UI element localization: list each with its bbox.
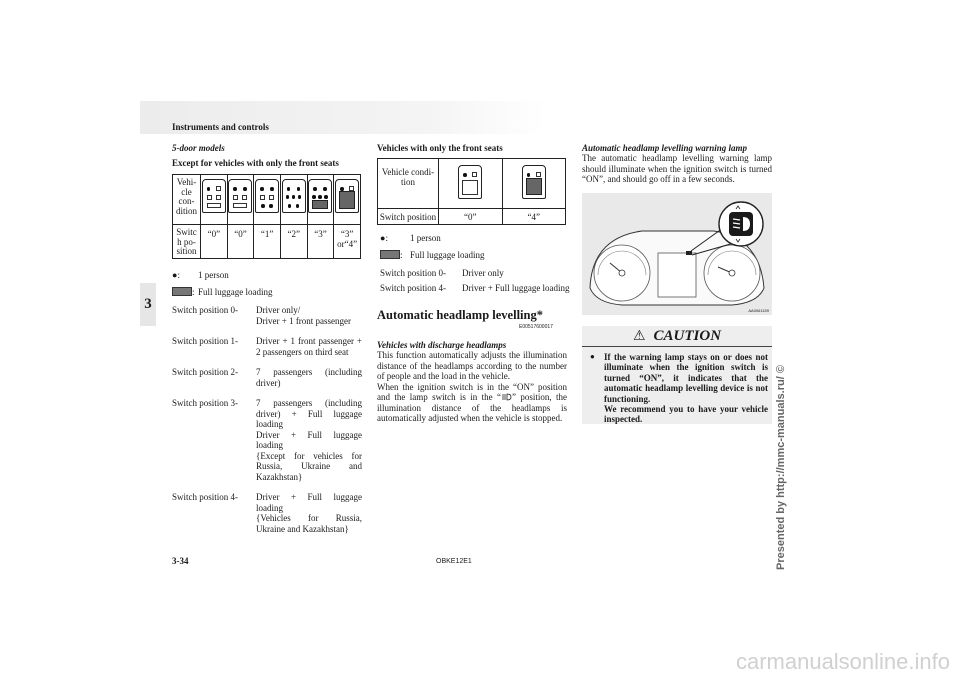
switch-row-2: Switch position 2- 7 passengers (including driver) xyxy=(172,367,362,388)
left-switch-list xyxy=(172,305,362,534)
seat-diagram-5 xyxy=(334,175,361,225)
seat-diagram-4 xyxy=(307,175,334,225)
seat-diagram-1 xyxy=(227,175,254,225)
seat-diagram-3 xyxy=(280,175,307,225)
legend-luggage xyxy=(172,287,362,298)
switch-row-1: Switch position 1- Driver + 1 front passenger + 2 passengers on third seat xyxy=(172,336,362,357)
front-seat-diagram-0 xyxy=(439,159,503,209)
position-value-0: “0” xyxy=(201,225,228,259)
legend-luggage-text: Full luggage loading xyxy=(198,286,273,297)
vehicle-condition-label: Vehi- cle con- dition xyxy=(173,175,201,225)
left-subtitle: 5-door models xyxy=(172,143,225,153)
switch-row-3: Switch position 3- 7 passengers (including driver) + Full luggage loading Driver + Full luggage loading {Except for vehicles for Russia, Ukraine and Kazakhstan} xyxy=(172,398,362,482)
middle-para2: When the ignition switch is in the “ON” position and the lamp switch is in the “ ” position, the illumination distance of the headlamps is automatically adjusted when the vehicle is stopped. xyxy=(377,381,568,423)
middle-seat-table xyxy=(377,158,566,225)
luggage-symbol: : xyxy=(172,287,198,298)
front-position-value-0: “0” xyxy=(439,209,503,225)
front-switch-row-0: Switch position 0- Driver only xyxy=(380,268,504,278)
caution-header xyxy=(582,326,772,347)
person-symbol: ●: xyxy=(172,270,180,280)
left-seat-table xyxy=(172,174,361,259)
caution-title: CAUTION xyxy=(653,327,722,344)
legend-person-text: 1 person xyxy=(198,270,229,280)
legend-person xyxy=(172,270,362,281)
middle-table-heading: Vehicles with only the front seats xyxy=(377,143,503,153)
warning-triangle-icon: ⚠ xyxy=(632,328,646,344)
caution-text: If the warning lamp stays on or does not illuminate when the ignition switch is turned “ON”, it indicates that the automatic headlamp levelling device is not functioning. We recommend you to have your vehicle inspected. xyxy=(604,352,768,425)
legend-luggage-2: : Full luggage loading xyxy=(380,250,570,261)
bullet-icon: ● xyxy=(590,352,595,361)
vehicle-condition-label-2: Vehicle condi- tion xyxy=(378,159,439,209)
front-position-value-1: “4” xyxy=(502,209,566,225)
left-table-heading: Except for vehicles with only the front seats xyxy=(172,158,339,168)
middle-body xyxy=(377,350,567,424)
cluster-illustration xyxy=(582,193,772,315)
position-value-3: “2” xyxy=(280,225,307,259)
front-switch-row-1: Switch position 4- Driver + Full luggage loading xyxy=(380,282,570,293)
right-para: The automatic headlamp levelling warning lamp should illuminate when the ignition switch is turned “ON”, and should go off in a few seconds. xyxy=(582,153,772,184)
header-title: Instruments and controls xyxy=(172,122,269,132)
side-vertical-text: Presented by http://mmc-manuals.ru/ © xyxy=(775,365,787,570)
right-subsection: Automatic headlamp levelling warning lamp xyxy=(582,143,748,153)
position-value-5: “3” or“4” xyxy=(334,225,361,259)
position-value-4: “3” xyxy=(307,225,334,259)
section-code: E00517600017 xyxy=(519,324,553,330)
front-seat-diagram-1 xyxy=(502,159,566,209)
section-title: Automatic headlamp levelling* xyxy=(377,308,543,322)
middle-para1: This function automatically adjusts the illumination distance of the headlamps according to the number of people and the load in the vehicle. xyxy=(377,350,567,381)
legend-person-2: ●: 1 person xyxy=(380,233,441,243)
switch-row-4: Switch position 4- Driver + Full luggage loading {Vehicles for Russia, Ukraine and Kazakhstan} xyxy=(172,492,362,534)
seat-diagram-0 xyxy=(201,175,228,225)
document-code: OBKE12E1 xyxy=(436,558,472,565)
switch-row-0: Switch position 0- Driver only/ Driver + 1 front passenger xyxy=(172,305,352,326)
seat-diagram-2 xyxy=(254,175,281,225)
position-value-1: “0” xyxy=(227,225,254,259)
left-legend xyxy=(172,270,362,297)
middle-switch-list xyxy=(380,268,570,293)
middle-legend xyxy=(380,233,570,260)
position-value-2: “1” xyxy=(254,225,281,259)
switch-position-label-2: Switch position xyxy=(378,209,439,225)
figure-code: AA0061159 xyxy=(748,308,769,313)
caution-item xyxy=(590,352,768,425)
watermark: carmanualsonline.info xyxy=(735,649,950,674)
page-number: 3-34 xyxy=(172,556,189,566)
chapter-tab: 3 xyxy=(140,283,156,326)
middle-subsection: Vehicles with discharge headlamps xyxy=(377,340,507,350)
headlamp-switch-icon xyxy=(501,393,512,401)
caution-box xyxy=(582,326,772,424)
switch-position-label: Switc h po- sition xyxy=(173,225,201,259)
instrument-cluster-figure xyxy=(582,193,772,315)
